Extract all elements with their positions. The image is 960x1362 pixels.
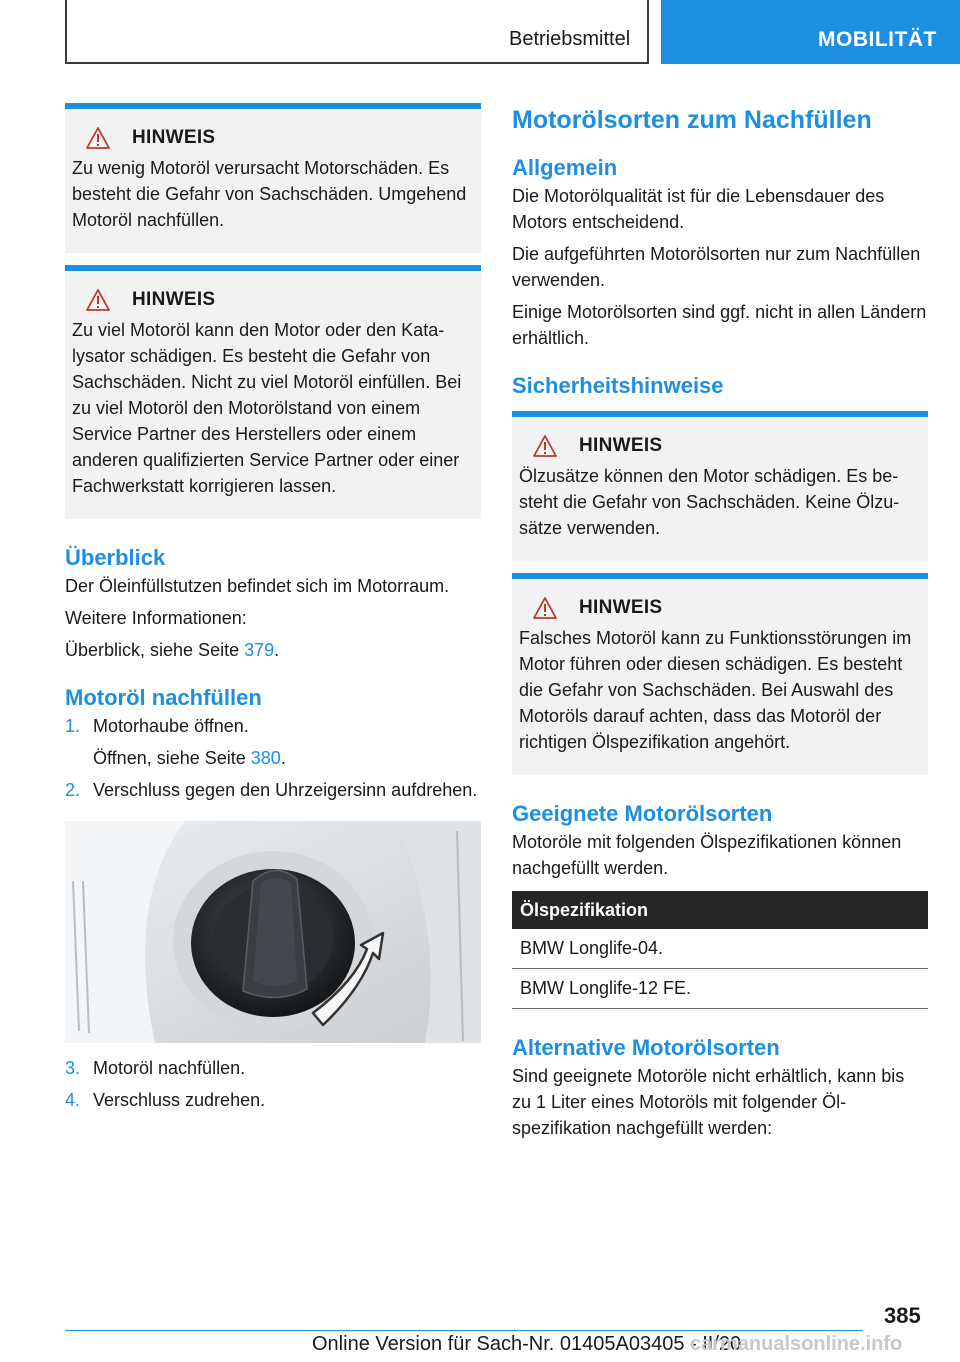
notice-title: HINWEIS [132, 127, 216, 148]
header-section-title: Betriebsmittel [509, 28, 631, 50]
general-text-2: Die aufgeführten Motorölsorten nur zum Nachfüllen verwenden. [512, 244, 921, 290]
step-text: Motoröl nachfüllen. [93, 1058, 246, 1078]
step-number: 4. [65, 1090, 81, 1110]
notice-title: HINWEIS [579, 597, 663, 618]
notice-text: Zu wenig Motoröl verursacht Motorschäden. Es besteht die Gefahr von Sachschäden. Umgehend Motoröl nachfüllen. [72, 158, 467, 230]
step-item [65, 713, 481, 739]
refill-heading: Motoröl nachfüllen [65, 685, 262, 710]
overview-more-info: Weitere Informationen: [65, 608, 247, 628]
left-column [65, 103, 481, 1113]
step-text: Verschluss zudrehen. [93, 1090, 266, 1110]
reference-label: Überblick, siehe Seite [65, 640, 245, 660]
notice-too-little-oil [65, 103, 481, 253]
overview-reference [65, 637, 481, 663]
overview-text: Der Öleinfüllstutzen befindet sich im Motorraum. [65, 576, 450, 596]
step-note [93, 745, 481, 771]
step-number: 1. [65, 716, 81, 736]
page-link-380[interactable]: 380 [250, 748, 281, 768]
warning-triangle-icon [533, 597, 557, 619]
overview-heading: Überblick [65, 545, 166, 570]
header-chapter-tab[interactable]: MOBILITÄT [661, 0, 960, 64]
table-row [512, 929, 928, 969]
main-title: Motorölsorten zum Nachfüllen [512, 106, 872, 134]
step-number: 3. [65, 1058, 81, 1078]
step-number: 2. [65, 780, 81, 800]
step-note-label: Öffnen, siehe Seite [93, 748, 251, 768]
alternative-text: Sind geeignete Motoröle nicht erhältlich, kann bis zu 1 Liter eines Motoröls mit folgender Ölspezifikation nachgefüllt werden: [512, 1066, 905, 1138]
notice-title: HINWEIS [132, 289, 216, 310]
notice-wrong-oil [512, 573, 928, 775]
table-cell: BMW Longlife-12 FE. [512, 969, 928, 1009]
notice-title: HINWEIS [579, 435, 663, 456]
oil-spec-table [512, 891, 928, 1009]
step-item [65, 1055, 481, 1081]
notice-head [86, 127, 475, 149]
step-note-end: . [280, 748, 286, 768]
notice-head [533, 435, 922, 457]
notice-text: Falsches Motoröl kann zu Funktionsstörungen im Motor führen oder diesen schädigen. Es besteht die Gefahr von Sachschäden. Bei Auswahl des Motoröls darauf achten, dass das Motoröl der richtigen Ölspezifikation angehört. [519, 628, 912, 752]
warning-triangle-icon [86, 127, 110, 149]
alternative-heading: Alternative Motorölsorten [512, 1035, 780, 1060]
oil-filler-cap-photo [65, 821, 481, 1043]
footer-online-version: Online Version für Sach-Nr. 01405A03405 - II/20 [312, 1333, 742, 1355]
reference-end: . [274, 640, 280, 660]
notice-too-much-oil [65, 265, 481, 519]
notice-head [533, 597, 922, 619]
step-item [65, 1087, 481, 1113]
footer-divider [65, 1330, 863, 1331]
right-column [512, 103, 928, 1141]
table-header-cell: Ölspezifikation [512, 891, 928, 929]
notice-text: Ölzusätze können den Motor schädigen. Es besteht die Gefahr von Sachschäden. Keine Ölzusätze verwenden. [519, 466, 900, 538]
notice-head [86, 289, 475, 311]
table-row [512, 969, 928, 1009]
warning-triangle-icon [533, 435, 557, 457]
general-text-3: Einige Motorölsorten sind ggf. nicht in allen Ländern erhältlich. [512, 302, 927, 348]
safety-heading: Sicherheitshinweise [512, 373, 724, 398]
general-text-1: Die Motorölqualität ist für die Lebensdauer des Motors entscheidend. [512, 186, 885, 232]
notice-text: Zu viel Motoröl kann den Motor oder den Katalysator schädigen. Es besteht die Gefahr von Sachschäden. Nicht zu viel Motoröl einfüllen. Bei zu viel Motoröl den Motorölstand von einem Service Partner des Herstellers oder einem anderen qualifizierten Service Partner oder einer Fachwerkstatt korrigieren lassen. [72, 320, 462, 496]
table-header-row [512, 891, 928, 929]
page-link-379[interactable]: 379 [244, 640, 275, 660]
general-heading: Allgemein [512, 155, 618, 180]
page-number: 385 [884, 1303, 921, 1328]
suitable-heading: Geeignete Motorölsorten [512, 801, 773, 826]
step-text: Verschluss gegen den Uhrzeigersinn aufdrehen. [93, 780, 478, 800]
suitable-text: Motoröle mit folgenden Ölspezifikationen können nachgefüllt werden. [512, 832, 902, 878]
footer-watermark: carmanualsonline.info [690, 1333, 903, 1355]
notice-oil-additives [512, 411, 928, 561]
step-item [65, 777, 481, 803]
warning-triangle-icon [86, 289, 110, 311]
table-cell: BMW Longlife-04. [512, 929, 928, 969]
step-text: Motorhaube öffnen. [93, 716, 249, 736]
